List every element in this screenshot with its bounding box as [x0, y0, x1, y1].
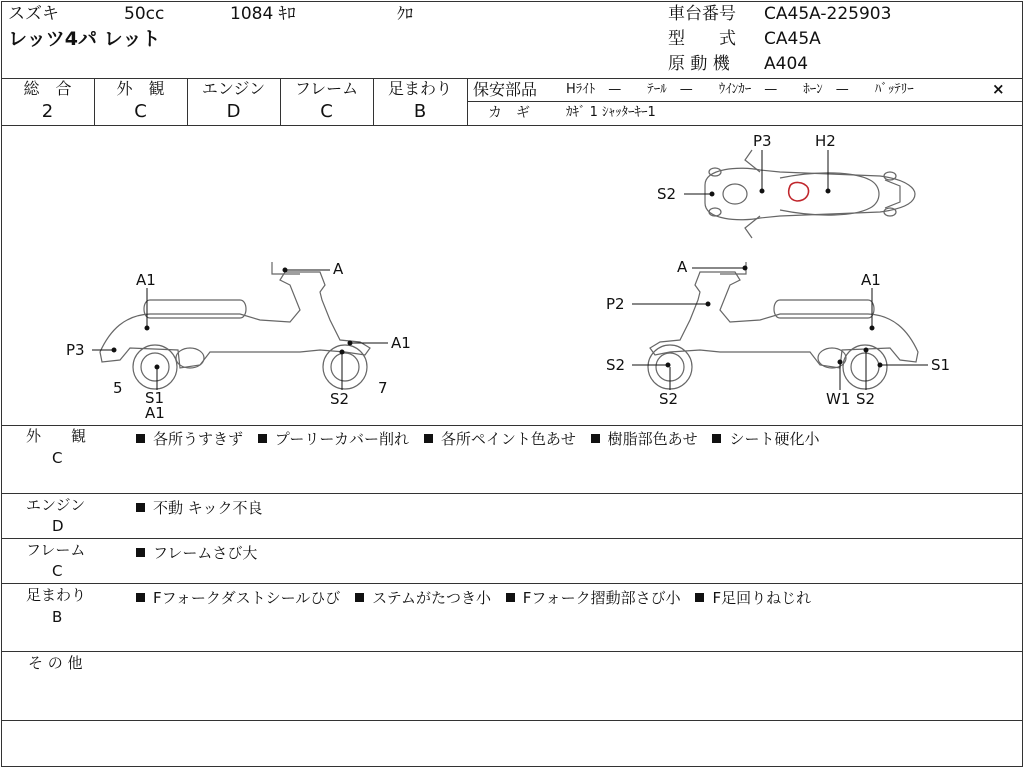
remarks-divider	[1, 651, 1022, 652]
frame-number-value: CA45A-225903	[764, 4, 892, 24]
diagram-label: A1	[136, 271, 156, 289]
remark-item: ステムがたつき小	[355, 589, 491, 607]
remark-item: 各所うすきず	[136, 430, 243, 448]
diagram-label: S2	[330, 390, 350, 408]
remark-item: 各所ペイント色あせ	[424, 430, 576, 448]
diagram-label: W1	[826, 390, 851, 408]
diagram-label: S2	[657, 185, 677, 203]
remark-grade-exterior: C	[52, 449, 63, 467]
remark-item: 不動 キック不良	[136, 499, 262, 517]
remark-item: プーリーカバー削れ	[258, 430, 409, 448]
battery-mark: ×	[992, 80, 1005, 98]
remark-items-frame	[136, 542, 267, 563]
diagram-label: A1	[145, 404, 165, 422]
grade-value-frame: C	[320, 101, 333, 122]
diagram-label: 7	[378, 379, 388, 397]
safety-divider	[467, 101, 1022, 102]
remark-grade-frame: C	[52, 562, 63, 580]
remark-item: フレームさび大	[136, 544, 257, 562]
key-value: ｶｷﾞ 1 ｼｬｯﾀｰｷｰ1	[566, 105, 656, 120]
safety-parts-items: Hﾗｲﾄ — ﾃｰﾙ — ｳｲﾝｶｰ — ﾎｰﾝ — ﾊﾞｯﾃﾘｰ	[566, 82, 914, 97]
grade-header-suspension: 足まわり	[387, 79, 452, 98]
diagram-label: S1	[931, 356, 951, 374]
remark-item: 樹脂部色あせ	[591, 430, 698, 448]
displacement: 50cc	[124, 4, 165, 24]
grade-value-exterior: C	[134, 101, 147, 122]
engine-model-label: 原 動 機	[668, 54, 730, 74]
scooter-top-view	[705, 150, 915, 238]
type-label: 型 式	[668, 29, 736, 49]
mileage: 1084 ｷﾛ	[230, 4, 296, 24]
diagram-label: A1	[861, 271, 881, 289]
remarks-divider	[1, 720, 1022, 721]
grade-value-suspension: B	[413, 101, 427, 122]
remark-label-suspension: 足まわり	[26, 586, 87, 604]
safety-parts-label: 保安部品	[473, 80, 538, 99]
remark-items-suspension	[136, 587, 821, 608]
engine-model-value: A404	[764, 54, 809, 74]
diagram-label: S2	[856, 390, 876, 408]
diagram-label: S2	[659, 390, 679, 408]
diagram-label: P3	[753, 132, 772, 150]
remark-label-frame: フレーム	[26, 541, 86, 559]
model-name: レッツ4パ レット	[8, 28, 161, 50]
remark-label-other: そ の 他	[28, 654, 83, 672]
type-value: CA45A	[764, 29, 821, 49]
remark-items-engine	[136, 497, 272, 518]
diagram-label: A	[677, 258, 688, 276]
remarks-divider	[1, 493, 1022, 494]
diagram-label: S1	[145, 389, 165, 407]
grade-col-divider	[467, 78, 468, 126]
diagram-label: H2	[815, 132, 836, 150]
remarks-divider	[1, 538, 1022, 539]
diagram-label: S2	[606, 356, 626, 374]
grade-header-engine: エンジン	[201, 79, 266, 98]
remark-grade-suspension: B	[52, 608, 63, 626]
color: ｸﾛ	[397, 4, 414, 23]
grade-value-overall: 2	[41, 101, 54, 122]
remark-label-exterior: 外 観	[26, 427, 87, 445]
diagram-label: A1	[391, 334, 411, 352]
diagram-label: A	[333, 260, 344, 278]
scooter-damage-diagram	[0, 126, 1024, 426]
remarks-top-border	[1, 425, 1022, 426]
remark-label-engine: エンジン	[26, 496, 86, 514]
diagram-label: P3	[66, 341, 85, 359]
remark-item: F足回りねじれ	[695, 589, 811, 607]
diagram-label: P2	[606, 295, 625, 313]
remark-item: Fフォーク摺動部さび小	[506, 589, 681, 607]
remark-items-exterior	[136, 428, 829, 449]
grade-header-exterior: 外 観	[116, 79, 165, 98]
key-label: カ ギ	[488, 105, 530, 121]
damage-mark	[789, 182, 809, 201]
grade-value-engine: D	[226, 101, 241, 122]
remark-grade-engine: D	[52, 517, 64, 535]
grade-header-overall: 総 合	[23, 79, 72, 98]
maker: スズキ	[8, 4, 59, 24]
remark-item: シート硬化小	[712, 430, 819, 448]
diagram-label: 5	[113, 379, 123, 397]
remark-item: Fフォークダストシールひび	[136, 589, 340, 607]
grade-header-frame: フレーム	[294, 79, 359, 98]
frame-number-label: 車台番号	[668, 4, 736, 24]
remarks-divider	[1, 583, 1022, 584]
